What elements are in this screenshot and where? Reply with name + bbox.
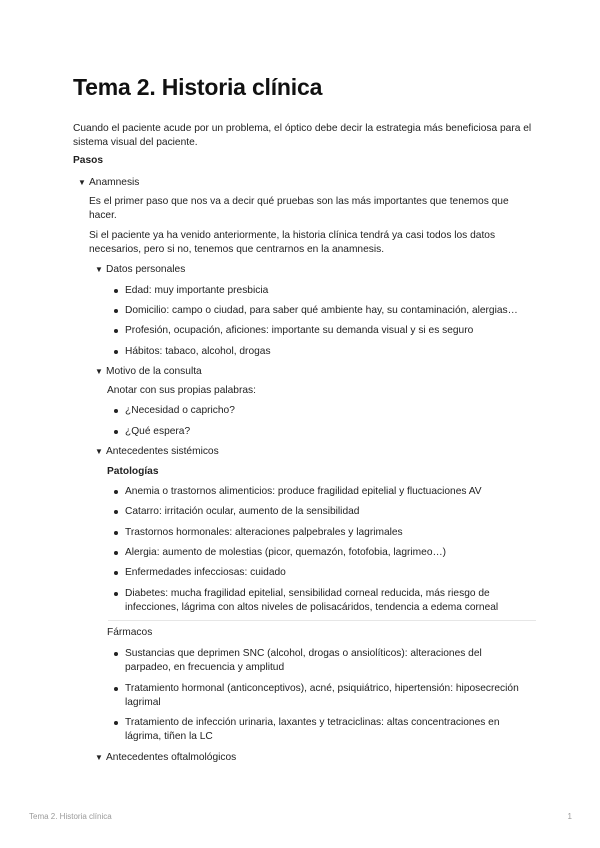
triangle-down-icon[interactable]: ▼ — [95, 447, 103, 456]
list-item: Tratamiento hormonal (anticonceptivos), acné, psiquiátrico, hipertensión: hiposecreción lagrimal — [109, 682, 533, 710]
toggle-antecedentes-oftalmologicos[interactable] — [95, 751, 236, 765]
triangle-down-icon[interactable]: ▼ — [95, 753, 103, 762]
list-item: Hábitos: tabaco, alcohol, drogas — [109, 345, 533, 359]
bullet-dot-icon — [109, 716, 125, 744]
farmacos-heading: Fármacos — [107, 627, 153, 638]
pasos-heading: Pasos — [73, 155, 104, 166]
list-item: ¿Necesidad o capricho? — [109, 404, 533, 418]
bullet-dot-icon — [109, 566, 125, 580]
bullet-dot-icon — [109, 647, 125, 675]
bullet-dot-icon — [109, 682, 125, 710]
bullet-dot-icon — [109, 505, 125, 519]
list-item: Anemia o trastornos alimenticios: produce fragilidad epitelial y fluctuaciones AV — [109, 485, 533, 499]
toggle-antecedentes-sistemicos[interactable] — [95, 445, 219, 459]
bullet-dot-icon — [109, 404, 125, 418]
bullet-dot-icon — [109, 526, 125, 540]
bullet-dot-icon — [109, 304, 125, 318]
bullet-dot-icon — [109, 284, 125, 298]
list-item: Tratamiento de infección urinaria, laxantes y tetraciclinas: altas concentraciones en lágrima, tiñen la LC — [109, 716, 533, 744]
toggle-label: Motivo de la consulta — [106, 366, 202, 377]
toggle-motivo-consulta[interactable] — [95, 365, 202, 379]
list-item: Enfermedades infecciosas: cuidado — [109, 566, 533, 580]
toggle-label: Antecedentes oftalmológicos — [106, 752, 237, 763]
bullet-dot-icon — [109, 345, 125, 359]
list-item: Alergia: aumento de molestias (picor, quemazón, fotofobia, lagrimeo…) — [109, 546, 533, 560]
toggle-anamnesis[interactable] — [78, 176, 139, 190]
list-item: Sustancias que deprimen SNC (alcohol, drogas o ansiolíticos): alteraciones del parpadeo, en frecuencia y amplitud — [109, 647, 527, 675]
anamnesis-paragraph-1: Es el primer paso que nos va a decir qué pruebas son las más importantes que tenemos que hacer. — [89, 196, 509, 221]
triangle-down-icon[interactable]: ▼ — [95, 265, 103, 274]
bullet-dot-icon — [109, 587, 125, 615]
toggle-label: Antecedentes sistémicos — [106, 446, 219, 457]
bullet-dot-icon — [109, 546, 125, 560]
list-item: Diabetes: mucha fragilidad epitelial, sensibilidad corneal reducida, más riesgo de infecciones, lágrima con altos niveles de polisacáridos, tendencia a edema corneal — [109, 587, 507, 615]
page-number: 1 — [567, 812, 572, 821]
list-item: ¿Qué espera? — [109, 425, 533, 439]
divider — [108, 620, 536, 621]
list-item: Trastornos hormonales: alteraciones palpebrales y lagrimales — [109, 526, 533, 540]
toggle-label: Anamnesis — [89, 177, 140, 188]
anamnesis-paragraph-2: Si el paciente ya ha venido anteriormente, la historia clínica tendrá ya casi todos los datos necesarios, pero si no, tenemos que centrarnos en la anamnesis. — [89, 230, 496, 255]
list-item: Profesión, ocupación, aficiones: importante su demanda visual y si es seguro — [109, 324, 533, 338]
intro-paragraph: Cuando el paciente acude por un problema, el óptico debe decir la estrategia más beneficiosa para el sistema visual del paciente. — [73, 123, 532, 148]
triangle-down-icon[interactable]: ▼ — [78, 178, 86, 187]
toggle-datos-personales[interactable] — [95, 263, 185, 277]
motivo-intro: Anotar con sus propias palabras: — [107, 385, 256, 396]
page-title: Tema 2. Historia clínica — [73, 74, 323, 100]
bullet-dot-icon — [109, 425, 125, 439]
list-item: Catarro: irritación ocular, aumento de la sensibilidad — [109, 505, 533, 519]
list-item: Edad: muy importante presbicia — [109, 284, 533, 298]
bullet-dot-icon — [109, 324, 125, 338]
bullet-dot-icon — [109, 485, 125, 499]
patologias-heading: Patologías — [107, 466, 159, 477]
footer-title: Tema 2. Historia clínica — [29, 812, 112, 821]
list-item: Domicilio: campo o ciudad, para saber qué ambiente hay, su contaminación, alergias… — [109, 304, 533, 318]
toggle-label: Datos personales — [106, 264, 186, 275]
triangle-down-icon[interactable]: ▼ — [95, 367, 103, 376]
page-footer — [0, 810, 600, 822]
